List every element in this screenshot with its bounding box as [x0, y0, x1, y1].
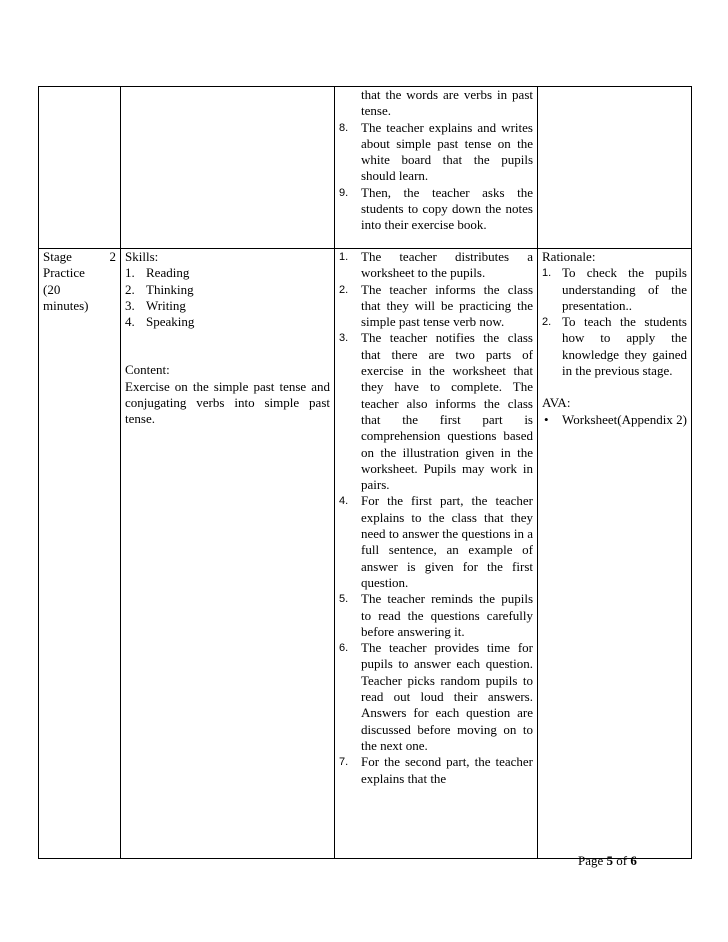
rationale-item — [542, 265, 687, 314]
continued-step-item — [335, 185, 537, 234]
skill-label: Speaking — [146, 314, 195, 330]
procedure-step-item — [335, 249, 537, 282]
content-heading: Content: — [125, 362, 170, 378]
procedure-step-text: The teacher informs the class that they will be practicing the simple past tense verb now. — [361, 281, 533, 330]
skill-label: Writing — [146, 297, 186, 313]
stage-duration-line1: (20 — [43, 281, 61, 297]
practice-stage-row — [39, 249, 692, 859]
ava-heading: AVA: — [542, 395, 571, 411]
ava-item — [542, 412, 687, 428]
procedure-step-text: For the first part, the teacher explains to the class that they need to answer the questions in a full sentence, an example of answer is given for the first question. — [361, 493, 533, 590]
continued-step-text: Then, the teacher asks the students to copy down the notes into their exercise book. — [361, 184, 533, 233]
rationale-cell — [538, 249, 692, 859]
skills-list — [125, 265, 330, 330]
procedure-step-text: The teacher provides time for pupils to answer each question. Teacher picks random pupils to read out loud their answers. Answers for each question are discussed before moving on to the next one. — [361, 640, 533, 753]
skill-label: Reading — [146, 265, 190, 281]
continued-step-number: 9. — [339, 186, 349, 199]
procedure-step-text: The teacher distributes a worksheet to the pupils. — [361, 249, 533, 281]
procedure-step-item — [335, 330, 537, 493]
skill-item — [125, 265, 330, 281]
rationale-number: 2. — [542, 316, 552, 329]
procedure-cell — [335, 249, 538, 859]
rationale-heading: Rationale: — [542, 249, 596, 264]
content-text: Exercise on the simple past tense and conjugating verbs into simple past tense. — [125, 378, 330, 427]
procedure-step-number: 3. — [339, 332, 349, 345]
procedure-step-text: The teacher notifies the class that there are two parts of exercise in the worksheet that they have to complete. The teacher also informs the class that the first part is comprehension questions based on the illustration given in the worksheet. Pupils may work in pairs. — [361, 330, 533, 493]
procedure-step-number: 7. — [339, 756, 349, 769]
skills-content-cell — [121, 249, 335, 859]
page-total: 6 — [630, 853, 637, 868]
rationale-list — [542, 265, 687, 379]
stage-cell-empty — [39, 87, 121, 249]
skill-number: 1. — [125, 265, 135, 281]
procedure-step-number: 6. — [339, 642, 349, 655]
rationale-cell-empty — [538, 87, 692, 249]
procedure-cell-continued — [335, 87, 538, 249]
procedure-step-item — [335, 754, 537, 787]
continued-step-number: 8. — [339, 121, 349, 134]
page-word: Page — [578, 853, 604, 868]
content-cell-empty — [121, 87, 335, 249]
skill-item — [125, 314, 330, 330]
stage-name: Practice — [43, 265, 85, 281]
continued-text: that the words are verbs in past tense. — [361, 87, 533, 119]
skill-number: 3. — [125, 297, 135, 313]
stage-cell — [39, 249, 121, 859]
skills-heading: Skills: — [125, 249, 159, 264]
continued-step-text: The teacher explains and writes about simple past tense on the white board that the pupils should learn. — [361, 119, 533, 184]
skill-number: 2. — [125, 281, 135, 297]
rationale-text: To check the pupils understanding of the presentation.. — [562, 265, 687, 313]
procedure-step-number: 4. — [339, 495, 349, 508]
page-footer — [578, 853, 637, 869]
stage-number: 2 — [109, 249, 116, 264]
procedure-step-number: 2. — [339, 283, 349, 296]
bullet-icon: • — [544, 411, 549, 427]
skill-number: 4. — [125, 314, 135, 330]
rationale-number: 1. — [542, 267, 552, 280]
lesson-plan-table — [38, 86, 692, 859]
of-word: of — [616, 853, 628, 868]
procedure-step-item — [335, 282, 537, 331]
page-current: 5 — [606, 853, 614, 868]
procedure-step-number: 5. — [339, 593, 349, 606]
procedure-step-item — [335, 640, 537, 754]
stage-label: Stage — [43, 249, 72, 264]
ava-list — [542, 412, 687, 428]
skill-item — [125, 298, 330, 314]
procedure-steps-list — [335, 249, 537, 787]
rationale-item — [542, 314, 687, 379]
continued-row — [39, 87, 692, 249]
procedure-step-text: For the second part, the teacher explains that the — [361, 754, 533, 786]
skill-label: Thinking — [146, 281, 194, 297]
procedure-step-number: 1. — [339, 251, 349, 263]
rationale-text: To teach the students how to apply the knowledge they gained in the previous stage. — [562, 314, 687, 379]
ava-text: Worksheet(Appendix 2) — [562, 411, 687, 427]
continued-steps-list — [335, 120, 537, 234]
continued-step-item — [335, 120, 537, 185]
skill-item — [125, 282, 330, 298]
procedure-step-text: The teacher reminds the pupils to read the questions carefully before answering it. — [361, 591, 533, 639]
procedure-step-item — [335, 591, 537, 640]
procedure-step-item — [335, 493, 537, 591]
stage-duration-line2: minutes) — [43, 297, 89, 313]
